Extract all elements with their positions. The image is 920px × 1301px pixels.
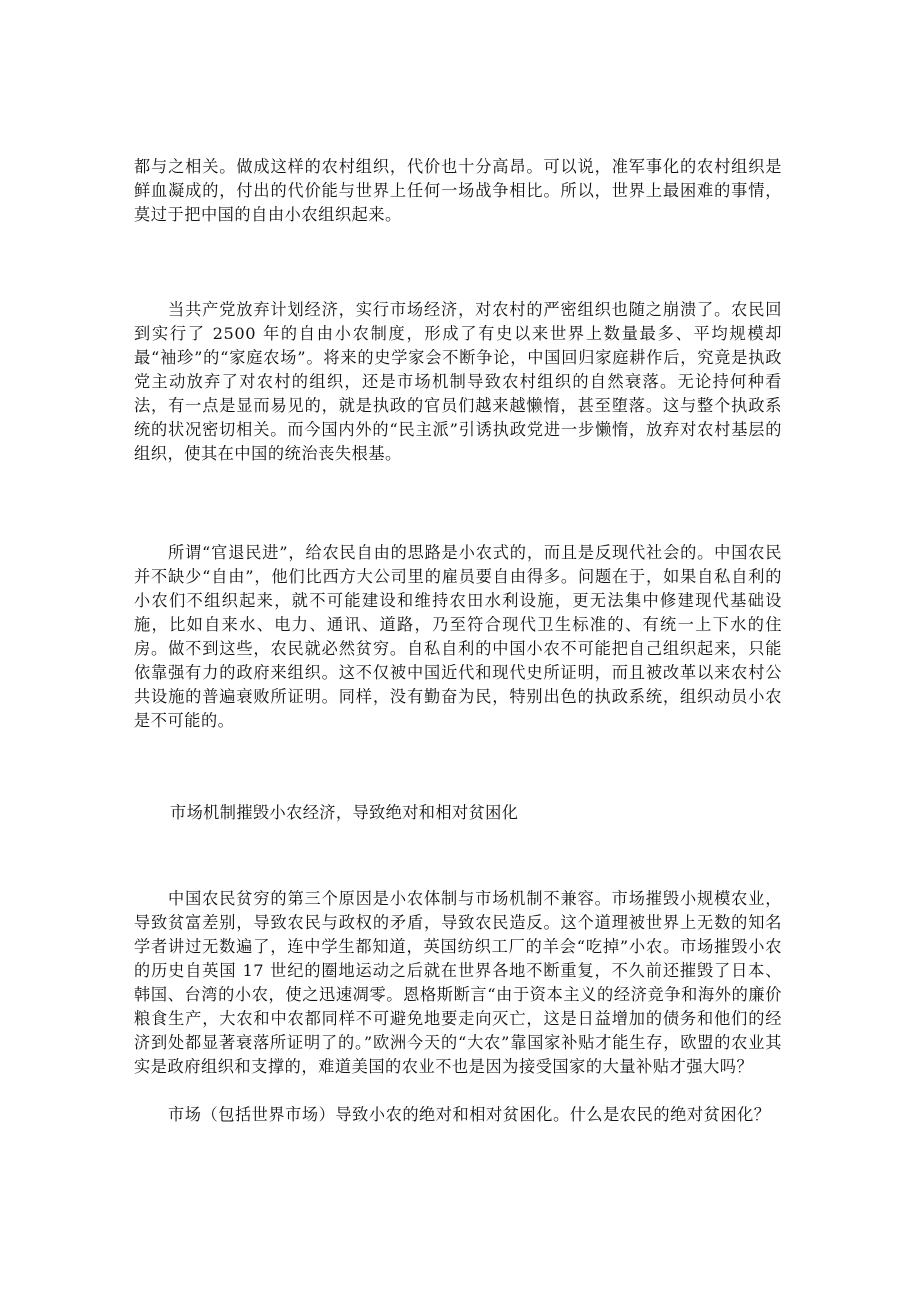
paragraph-5: 市场（包括世界市场）导致小农的绝对和相对贫困化。什么是农民的绝对贫困化？ bbox=[168, 1105, 771, 1124]
section-heading: 市场机制摧毁小农经济，导致绝对和相对贫困化 bbox=[170, 803, 519, 822]
paragraph-3: 所谓“官退民进”，给农民自由的思路是小农式的，而且是反现代社会的。中国农民并不缺少“自由”，他们比西方大公司里的雇员要自由得多。问题在于，如果自私自利的小农们不组织起来，就不可能建设和维持农田水利设施，更无法集中修建现代基础设施，比如自来水、电力、通讯、道路，乃至符合现代卫生标准的、有统一上下水的住房。做不到这些，农民就必然贫穷。自私自利的中国小农不可能把自己组织起来，只能依靠强有力的政府来组织。这不仅被中国近代和现代史所证明，而且被改革以来农村公共设施的普遍衰败所证明。同样，没有勤奋为民，特别出色的执政系统，组织动员小农是不可能的。 bbox=[134, 543, 782, 730]
paragraph-4: 中国农民贫穷的第三个原因是小农体制与市场机制不兼容。市场摧毁小规模农业，导致贫富差别，导致农民与政权的矛盾，导致农民造反。这个道理被世界上无数的知名学者讲过无数遍了，连中学生都知道，英国纺织工厂的羊会“吃掉”小农。市场摧毁小农的历史自英国 17 世纪的圈地运动之后就在世界各地不断重复，不久前还摧毁了日本、韩国、台湾的小农，使之迅速凋零。恩格斯断言“由于资本主义的经济竞争和海外的廉价粮食生产，大农和中农都同样不可避免地要走向灭亡，这是日益增加的债务和他们的经济到处都显著衰落所证明了的。”欧洲今天的“大农”靠国家补贴才能生存，欧盟的农业其实是政府组织和支撑的，难道美国的农业不也是因为接受国家的大量补贴才强大吗？ bbox=[134, 889, 782, 1076]
paragraph-1: 都与之相关。做成这样的农村组织，代价也十分高昂。可以说，准军事化的农村组织是鲜血凝成的，付出的代价能与世界上任何一场战争相比。所以，世界上最困难的事情，莫过于把中国的自由小农组织起来。 bbox=[134, 157, 782, 224]
document-page bbox=[134, 0, 782, 1301]
paragraph-2: 当共产党放弃计划经济，实行市场经济，对农村的严密组织也随之崩溃了。农民回到实行了 2500 年的自由小农制度，形成了有史以来世界上数量最多、平均规模却最“袖珍”的“家庭农场”。将来的史学家会不断争论，中国回归家庭耕作后，究竟是执政党主动放弃了对农村的组织，还是市场机制导致农村组织的自然衰落。无论持何种看法，有一点是显而易见的，就是执政的官员们越来越懒惰，甚至堕落。这与整个执政系统的状况密切相关。而今国内外的“民主派”引诱执政党进一步懒惰，放弃对农村基层的组织，使其在中国的统治丧失根基。 bbox=[134, 300, 782, 463]
